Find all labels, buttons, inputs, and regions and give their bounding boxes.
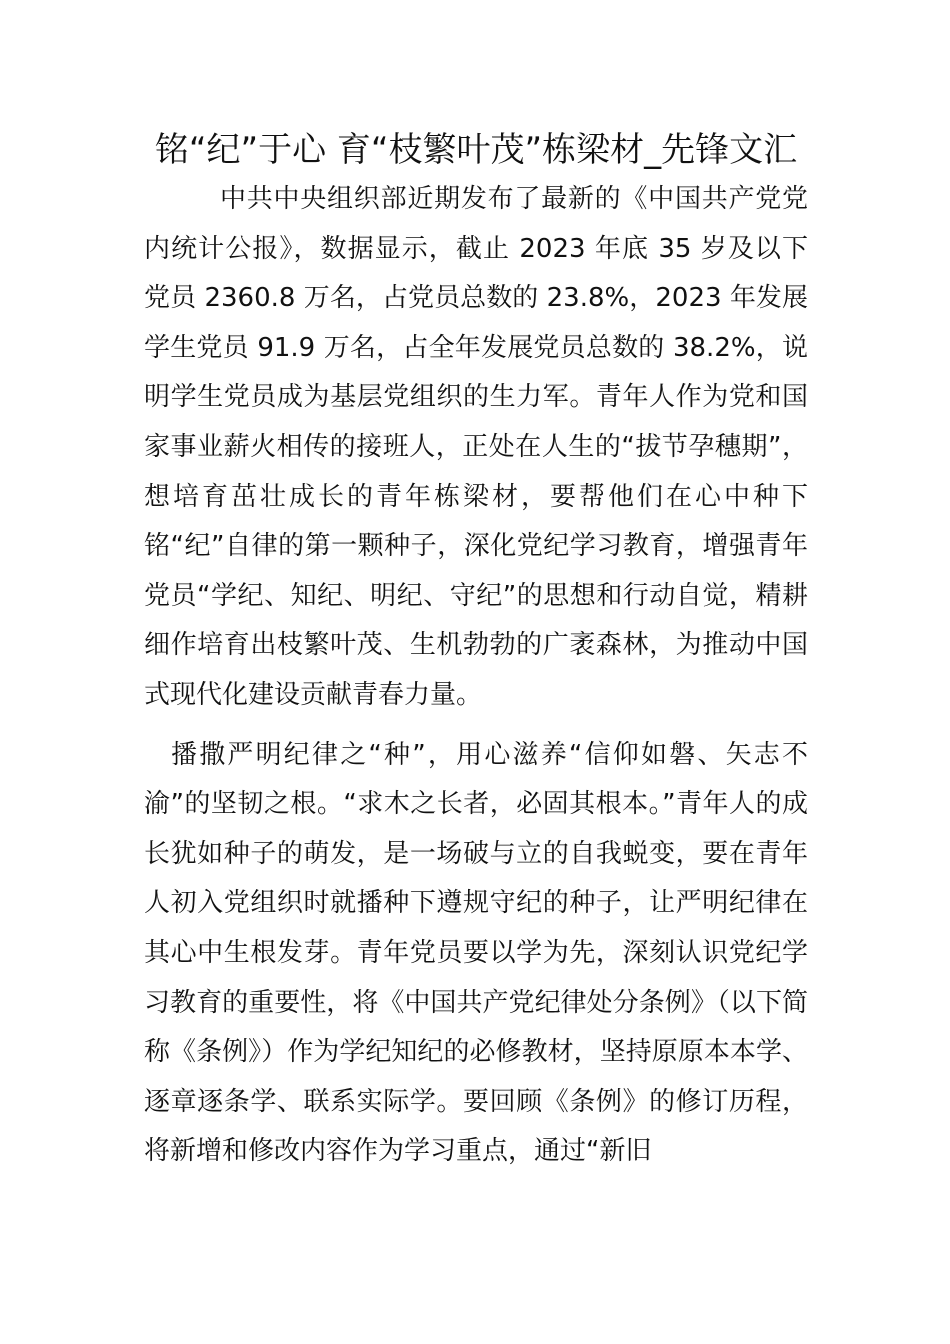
document-title: 铭“纪”于心 育“枝繁叶茂”栋梁材_先锋文汇 [154, 130, 798, 170]
paragraph-intro: 中共中央组织部近期发布了最新的《中国共产党党内统计公报》，数据显示，截止 2023 年底 35 岁及以下党员 2360.8 万名，占党员总数的 23.8%，2023 年发展学生党员 91.9 万名，占全年发展党员总数的 38.2%，说明学生党员成为基层党组织的生力军。青年人作为党和国家事业薪火相传的接班人，正处在人生的“拔节孕穗期”，想培育茁壮成长的青年栋梁材，要帮他们在心中种下铭“纪”自律的第一颗种子，深化党纪学习教育，增强青年党员“学纪、知纪、明纪、守纪”的思想和行动自觉，精耕细作培育出枝繁叶茂、生机勃勃的广袤森林，为推动中国式现代化建设贡献青春力量。 [144, 184, 808, 710]
document-page [144, 125, 808, 1177]
paragraph-discipline-seed: 播撒严明纪律之“种”，用心滋养“信仰如磐、矢志不渝”的坚韧之根。“求木之长者，必固其根本。”青年人的成长犹如种子的萌发，是一场破与立的自我蜕变，要在青年人初入党组织时就播种下遵规守纪的种子，让严明纪律在其心中生根发芽。青年党员要以学为先，深刻认识党纪学习教育的重要性，将《中国共产党纪律处分条例》（以下简称《条例》）作为学纪知纪的必修教材，坚持原原本本学、逐章逐条学、联系实际学。要回顾《条例》的修订历程，将新增和修改内容作为学习重点，通过“新旧 [144, 739, 808, 1167]
